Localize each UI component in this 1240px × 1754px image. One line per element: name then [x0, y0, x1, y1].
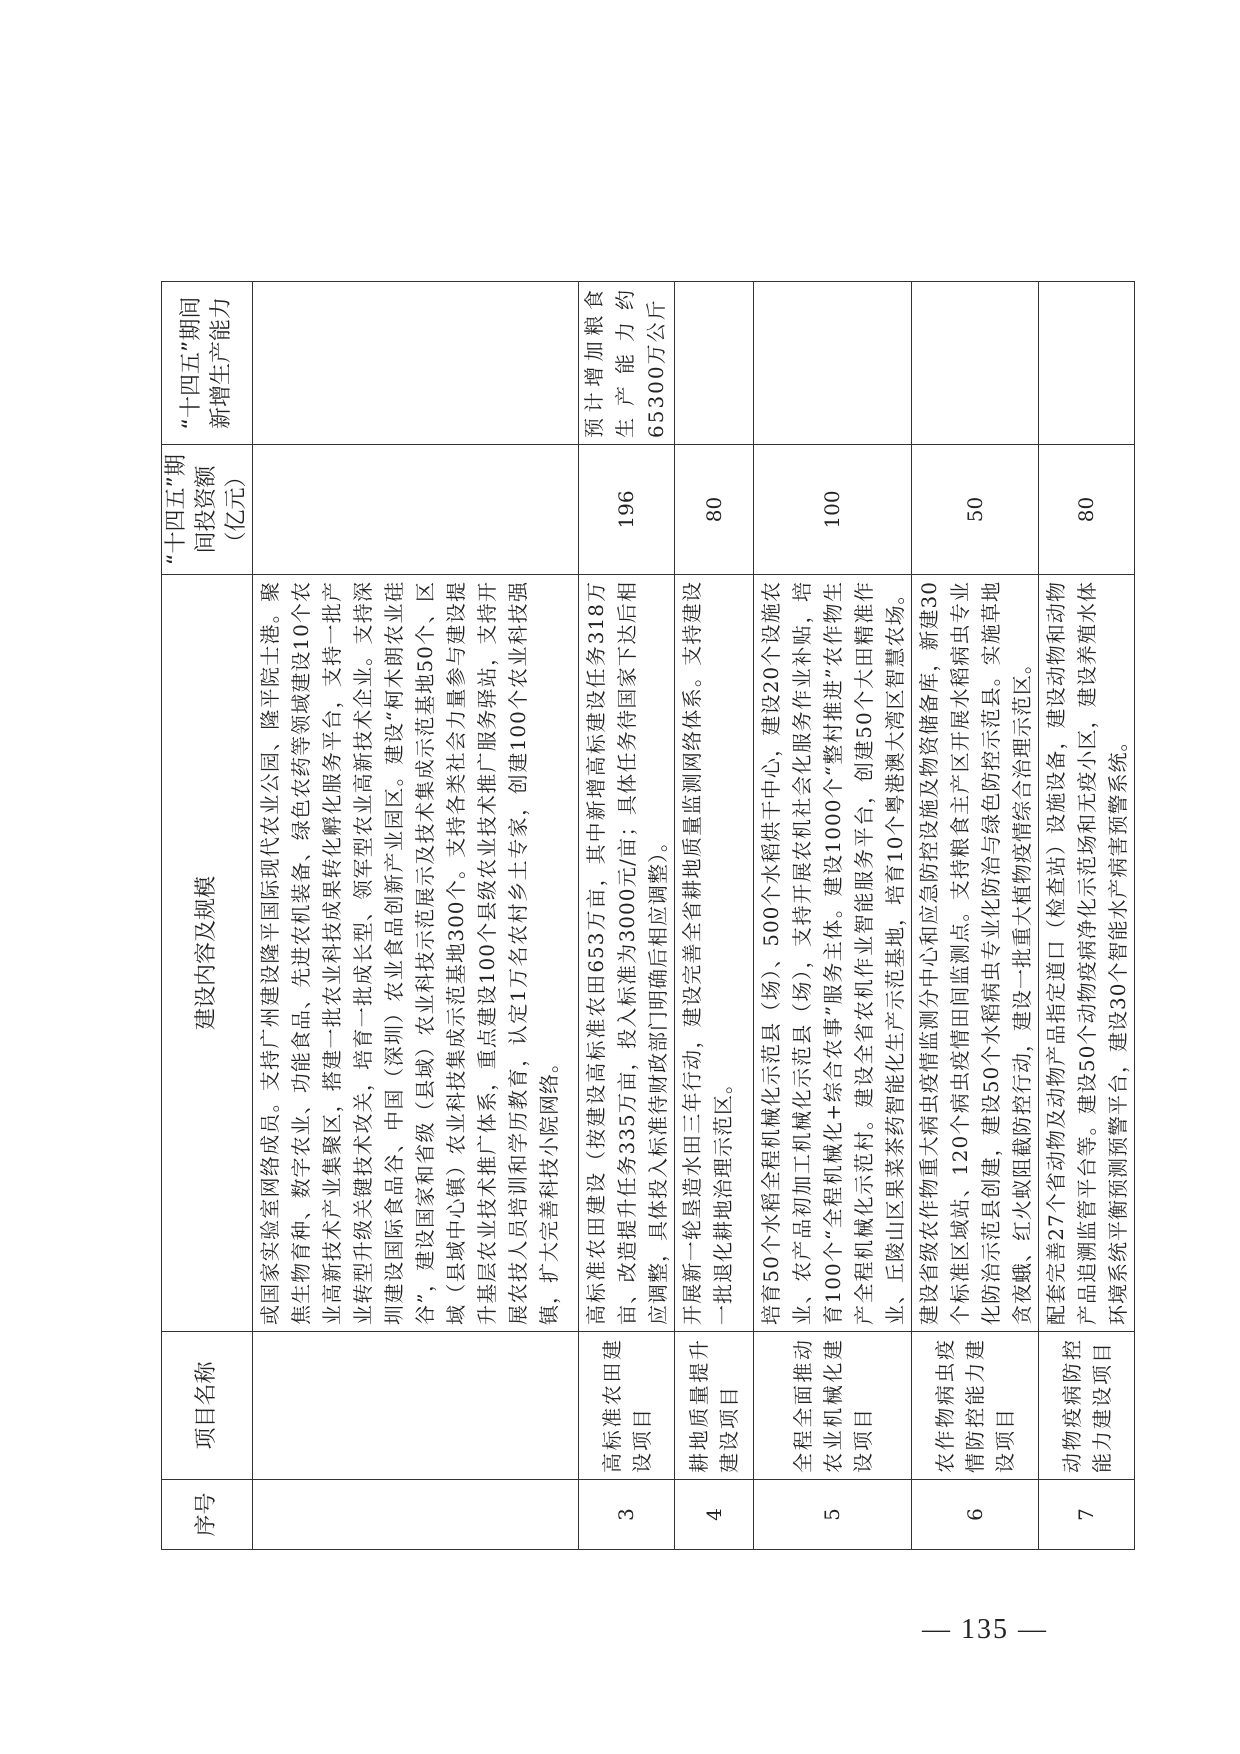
cell-content: 或国家实验室网络成员。支持广州建设隆平国际现代农业公园、隆平院士港。聚焦生物育种、数字农业、功能食品、先进农机装备、绿色农药等领域建设10个农业高新技术产业集聚区，搭建一批农业科技成果转化孵化服务平台，支持一批产业转型升级关键技术攻关，培育一批成长型、领军型农业高新技术企业。支持深圳建设国际食品谷、中国（深圳）农业食品创新产业园区。建设“柯木朗农业硅谷”，建设国家和省级（县域）农业科技示范展示及技术集成示范基地50个、区域（县域中心镇）农业科技集成示范基地300个。支持各类社会力量参与建设提升基层农业技术推广体系，重点建设100个县级农业技术推广服务驿站，支持开展农技人员培训和学历教育，认定1万名农村乡土专家，创建100个农业科技强镇，扩大完善科技小院网络。	[253, 575, 579, 1332]
rotated-table-wrapper	[161, 282, 1130, 1550]
table-row	[1039, 282, 1135, 1550]
cell-investment: 196	[579, 445, 675, 575]
cell-investment: 50	[912, 445, 1039, 575]
header-name: 项目名称	[162, 1332, 253, 1480]
cell-capacity	[1039, 282, 1135, 445]
cell-content: 高标准农田建设（按建设高标准农田653万亩，其中新增高标建设任务318万亩、改造提升任务335万亩，投入标准为3000元/亩；具体任务待国家下达后相应调整，具体投入标准待财政部门明确后相应调整）。	[579, 575, 675, 1332]
cell-name: 农作物病虫疫情防控能力建设项目	[912, 1332, 1039, 1480]
header-content: 建设内容及规模	[162, 575, 253, 1332]
table-row	[579, 282, 675, 1550]
cell-capacity	[675, 282, 754, 445]
cell-content: 建设省级农作物重大病虫疫情监测分中心和应急防控设施及物资储备库，新建30个标准区域站、120个病虫疫情田间监测点。支持粮食主产区开展水稻病虫专业化防治示范县创建，建设50个水稻病虫专业化防治与绿色防控示范县。实施草地贪夜蛾、红火蚁阻截防控行动，建设一批重大植物疫情综合治理示范区。	[912, 575, 1039, 1332]
page-number: — 135 —	[922, 1614, 1048, 1645]
cell-index: 5	[754, 1480, 912, 1550]
cell-name: 高标准农田建设项目	[579, 1332, 675, 1480]
table-header-row	[162, 282, 253, 1550]
cell-investment	[253, 445, 579, 575]
cell-name: 动物疫病防控能力建设项目	[1039, 1332, 1135, 1480]
cell-index: 6	[912, 1480, 1039, 1550]
cell-content: 配套完善27个省动物及动物产品指定道口（检查站）设施设备，建设动物和动物产品追溯监管平台等。建设50个动物疫病净化示范场和无疫小区，建设养殖水体环境系统平衡预测预警平台，建设30个智能水产病害预警系统。	[1039, 575, 1135, 1332]
cell-name: 全程全面推动农业机械化建设项目	[754, 1332, 912, 1480]
cell-investment: 100	[754, 445, 912, 575]
table-row	[912, 282, 1039, 1550]
cell-name	[253, 1332, 579, 1480]
cell-capacity	[912, 282, 1039, 445]
header-capacity: “十四五”期间新增生产能力	[162, 282, 253, 445]
header-investment: “十四五”期间投资额（亿元）	[162, 445, 253, 575]
table-row	[754, 282, 912, 1550]
cell-index: 7	[1039, 1480, 1135, 1550]
cell-index: 4	[675, 1480, 754, 1550]
cell-name: 耕地质量提升建设项目	[675, 1332, 754, 1480]
header-index: 序号	[162, 1480, 253, 1550]
table-row	[675, 282, 754, 1550]
cell-capacity: 预计增加粮食生产能力约65300万公斤	[579, 282, 675, 445]
cell-investment: 80	[675, 445, 754, 575]
cell-investment: 80	[1039, 445, 1135, 575]
cell-content: 培育50个水稻全程机械化示范县（场）、500个水稻烘干中心，建设20个设施农业、农产品初加工机械化示范县（场），支持开展农机社会化服务作业补贴，培育100个“全程机械化+综合农事”服务主体。建设1000个“整村推进”农作物生产全程机械化示范村。建设全省农机作业智能服务平台，创建50个大田精准作业、丘陵山区果菜茶药智能化生产示范基地，培育10个粤港澳大湾区智慧农场。	[754, 575, 912, 1332]
cell-index: 3	[579, 1480, 675, 1550]
cell-index	[253, 1480, 579, 1550]
cell-content: 开展新一轮垦造水田三年行动，建设完善全省耕地质量监测网络体系。支持建设一批退化耕地治理示范区。	[675, 575, 754, 1332]
project-table	[161, 281, 1135, 1550]
cell-capacity	[253, 282, 579, 445]
cell-capacity	[754, 282, 912, 445]
table-row-continuation	[253, 282, 579, 1550]
